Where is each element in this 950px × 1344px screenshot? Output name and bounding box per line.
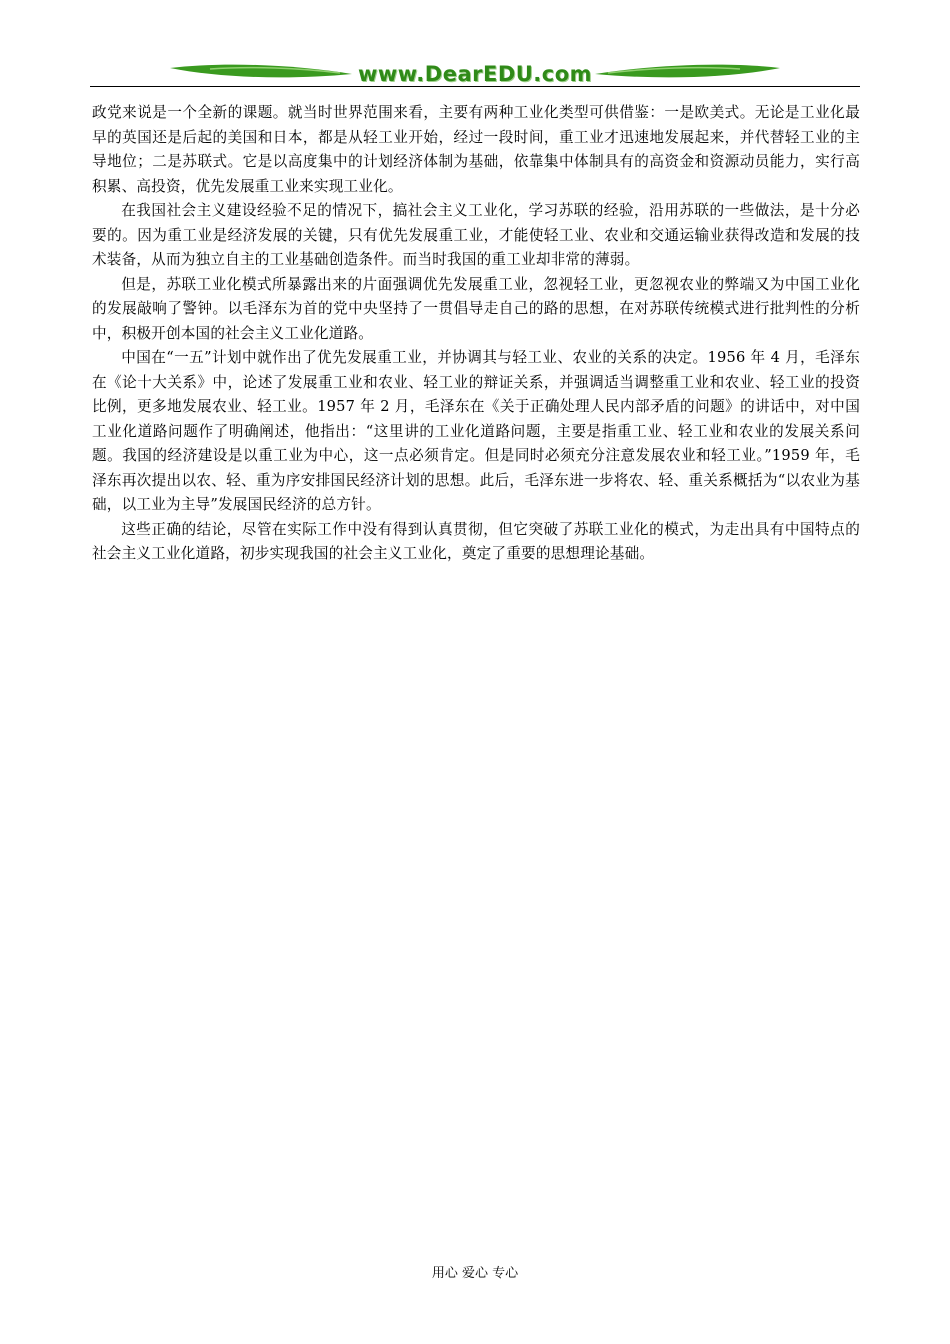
- header-divider: [90, 86, 860, 87]
- paragraph: 政党来说是一个全新的课题。就当时世界范围来看，主要有两种工业化类型可供借鉴：一是欧美式。无论是工业化最早的英国还是后起的美国和日本，都是从轻工业开始，经过一段时间，重工业才迅速地发展起来，并代替轻工业的主导地位；二是苏联式。它是以高度集中的计划经济体制为基础，依靠集中体制具有的高资金和资源动员能力，实行高积累、高投资，优先发展重工业来实现工业化。: [92, 104, 860, 195]
- paragraph: 这些正确的结论，尽管在实际工作中没有得到认真贯彻，但它突破了苏联工业化的模式，为走出具有中国特点的社会主义工业化道路，初步实现我国的社会主义工业化，奠定了重要的思想理论基础。: [92, 520, 860, 562]
- document-body: [92, 101, 860, 567]
- paragraph: 在我国社会主义建设经验不足的情况下，搞社会主义工业化，学习苏联的经验，沿用苏联的一些做法，是十分必要的。因为重工业是经济发展的关键，只有优先发展重工业，才能使轻工业、农业和交通运输业获得改造和发展的技术装备，从而为独立自主的工业基础创造条件。而当时我国的重工业却非常的薄弱。: [92, 202, 860, 268]
- site-logo-text: www.DearEDU.com: [357, 62, 593, 86]
- page-footer: 用心 爱心 专心: [431, 1266, 519, 1281]
- paragraph: 中国在“一五”计划中就作出了优先发展重工业，并协调其与轻工业、农业的关系的决定。1956 年 4 月，毛泽东在《论十大关系》中，论述了发展重工业和农业、轻工业的辩证关系，并强调适当调整重工业和农业、轻工业的投资比例，更多地发展农业、轻工业。1957 年 2 月，毛泽东在《关于正确处理人民内部矛盾的问题》的讲话中，对中国工业化道路问题作了明确阐述，他指出：“这里讲的工业化道路问题，主要是指重工业、轻工业和农业的发展关系问题。我国的经济建设是以重工业为中心，这一点必须肯定。但是同时必须充分注意发展农业和轻工业。”1959 年，毛泽东再次提出以农、轻、重为序安排国民经济计划的思想。此后，毛泽东进一步将农、轻、重关系概括为“以农业为基础，以工业为主导”发展国民经济的总方针。: [92, 349, 860, 513]
- paragraph: 但是，苏联工业化模式所暴露出来的片面强调优先发展重工业，忽视轻工业，更忽视农业的弊端又为中国工业化的发展敲响了警钟。以毛泽东为首的党中央坚持了一贯倡导走自己的路的思想，在对苏联传统模式进行批判性的分析中，积极开创本国的社会主义工业化道路。: [92, 275, 860, 342]
